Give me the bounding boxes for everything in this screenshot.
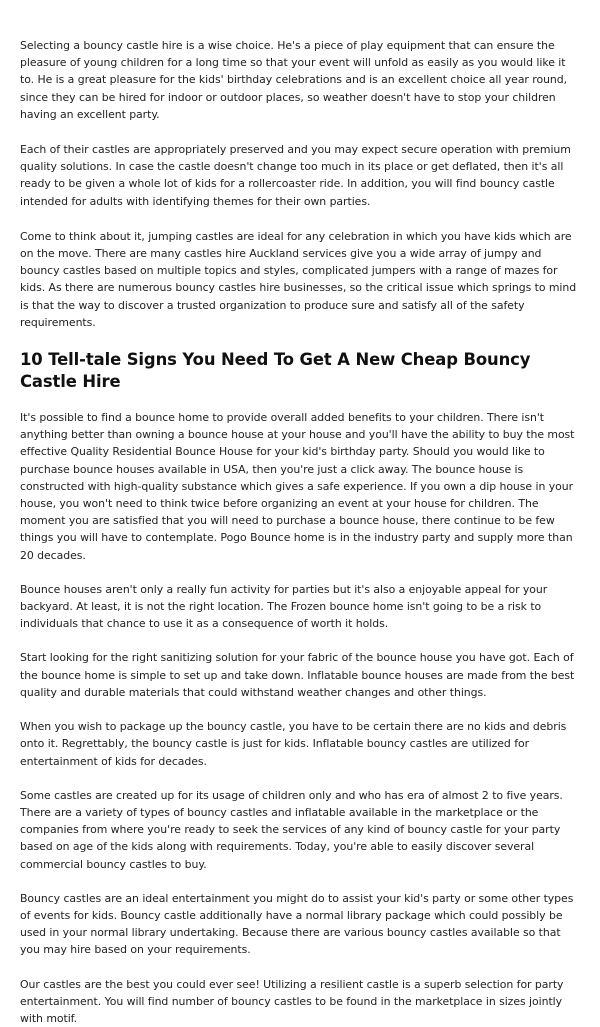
intro-paragraph-2: Each of their castles are appropriately preserved and you may expect secure operation with premium quality solutions. In case the castle doesn't change too much in its place or get deflated, then it's all ready to be given a whole lot of kids for a rollercoaster ride. In addition, you will find bouncy castle intended for adults with identifying themes for their own parties. [20, 143, 571, 208]
body-paragraph-2: Bounce houses aren't only a really fun activity for parties but it's also a enjoyable appeal for your backyard. At least, it is not the right location. The Frozen bounce home isn't going to be a risk to individuals that chance to use it as a consequence of worth it holds. [20, 582, 548, 631]
intro-paragraph-1: Selecting a bouncy castle hire is a wise choice. He's a piece of play equipment that can ensure the pleasure of young children for a long time so that your event will unfold as easily as you would like it to. He is a great pleasure for the kids' birthday celebrations and is an excellent choice all year round, since they can be hired for indoor or outdoor places, so weather doesn't have to stop your children having an excellent party. [20, 39, 568, 121]
body-paragraph-6: Bouncy castles are an ideal entertainment you might do to assist your kid's party or some other types of events for kids. Bouncy castle additionally have a normal library package which could possibly be used in your normal library undertaking. Because there are various bouncy castles available so that you may hire based on your requirements. [20, 891, 574, 957]
body-paragraph-7: Our castles are the best you could ever see! Utilizing a resilient castle is a superb selection for party entertainment. You will find number of bouncy castles to be found in the marketplace in sizes jointly with motif. [20, 977, 564, 1025]
body-paragraph-3: Start looking for the right sanitizing solution for your fabric of the bounce house you have got. Each of the bounce home is simple to set up and take down. Inflatable bounce houses are made from the best quality and durable materials that could withstand weather changes and other things. [20, 651, 575, 699]
intro-paragraph-3: Come to think about it, jumping castles are ideal for any celebration in which you have kids which are on the move. There are many castles hire Auckland services give you a wide array of jumpy and bouncy castles based on multiple topics and styles, complicated jumpers with a range of mazes for kids. As there are numerous bouncy castles hire businesses, so the critical issue which springs to mind is that the way to discover a trusted organization to produce sure and satisfy all of the safety requirements. [20, 229, 577, 329]
section-heading: 10 Tell-tale Signs You Need To Get A New Cheap Bouncy Castle Hire [20, 350, 531, 392]
body-paragraph-1: It's possible to find a bounce home to provide overall added benefits to your children. There isn't anything better than owning a bounce house at your house and you'll have the ability to buy the most effective Quality Residential Bounce House for your kid's birthday party. Should you would like to purchase bounce houses available in USA, then you're just a click away. The bounce house is constructed with high-quality substance which gives a safe experience. If you own a dip house in your house, you won't need to think twice before organizing an event at your house for children. The moment you are satisfied that you will need to purchase a bounce house, there continue to be few things you will have to contemplate. Pogo Bounce home is in the industry party and supply more than 20 decades. [20, 411, 575, 562]
body-paragraph-4: When you wish to package up the bouncy castle, you have to be certain there are no kids and debris onto it. Regrettably, the bouncy castle is just for kids. Inflatable bouncy castles are utilized for entertainment of kids for decades. [20, 720, 567, 768]
body-paragraph-5: Some castles are created up for its usage of children only and who has era of almost 2 to five years. There are a variety of types of bouncy castles and inflatable available in the marketplace or the companies from where you're ready to seek the services of any kind of bouncy castle for your party based on age of the kids along with requirements. Today, you're able to easily discover several commercial bouncy castles to buy. [20, 788, 563, 871]
